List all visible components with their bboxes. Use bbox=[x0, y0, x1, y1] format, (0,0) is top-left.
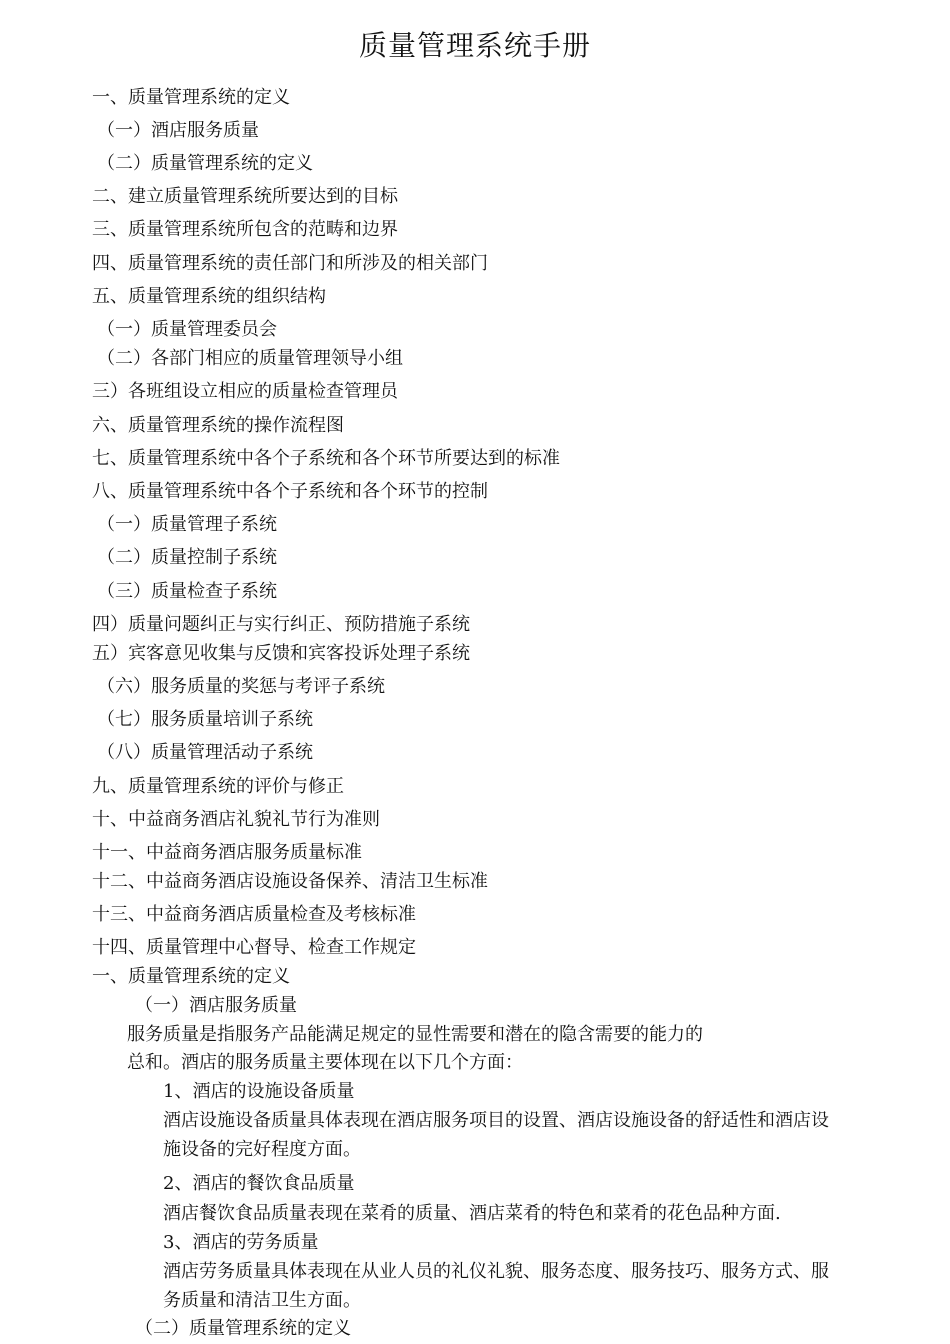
paragraph-line: 酒店设施设备质量具体表现在酒店服务项目的设置、酒店设施设备的舒适性和酒店设 bbox=[163, 1110, 829, 1131]
toc-item: （一）酒店服务质量 bbox=[97, 120, 259, 141]
toc-item: （一）质量管理子系统 bbox=[97, 514, 277, 535]
paragraph-line: 施设备的完好程度方面。 bbox=[163, 1139, 361, 1160]
item-heading: 3、酒店的劳务质量 bbox=[163, 1232, 319, 1253]
toc-item: 八、质量管理系统中各个子系统和各个环节的控制 bbox=[92, 481, 488, 502]
toc-item: 十二、中益商务酒店设施设备保养、清洁卫生标准 bbox=[92, 871, 488, 892]
toc-item: 五）宾客意见收集与反馈和宾客投诉处理子系统 bbox=[92, 643, 470, 664]
item-heading: 1、酒店的设施设备质量 bbox=[163, 1081, 355, 1102]
toc-item: （二）各部门相应的质量管理领导小组 bbox=[97, 348, 403, 369]
toc-item: （二）质量控制子系统 bbox=[97, 547, 277, 568]
paragraph-line: 酒店餐饮食品质量表现在菜肴的质量、酒店菜肴的特色和菜肴的花色品种方面. bbox=[163, 1203, 781, 1224]
toc-item: 十、中益商务酒店礼貌礼节行为准则 bbox=[92, 809, 380, 830]
toc-item: 五、质量管理系统的组织结构 bbox=[92, 286, 326, 307]
paragraph-line: 酒店劳务质量具体表现在从业人员的礼仪礼貌、服务态度、服务技巧、服务方式、服 bbox=[163, 1261, 829, 1282]
toc-item: 七、质量管理系统中各个子系统和各个环节所要达到的标准 bbox=[92, 448, 560, 469]
toc-item: 三）各班组设立相应的质量检查管理员 bbox=[92, 381, 398, 402]
toc-item: 十一、中益商务酒店服务质量标准 bbox=[92, 842, 362, 863]
toc-item: 三、质量管理系统所包含的范畴和边界 bbox=[92, 219, 398, 240]
toc-item: 四、质量管理系统的责任部门和所涉及的相关部门 bbox=[92, 253, 488, 274]
paragraph-line: 总和。酒店的服务质量主要体现在以下几个方面： bbox=[127, 1052, 523, 1073]
toc-item: （一）质量管理委员会 bbox=[97, 319, 277, 340]
toc-item: 六、质量管理系统的操作流程图 bbox=[92, 415, 344, 436]
toc-item: （六）服务质量的奖惩与考评子系统 bbox=[97, 676, 385, 697]
page-title: 质量管理系统手册 bbox=[358, 29, 591, 62]
toc-item: 二、建立质量管理系统所要达到的目标 bbox=[92, 186, 398, 207]
toc-item: 十三、中益商务酒店质量检查及考核标准 bbox=[92, 904, 416, 925]
toc-item: （二）质量管理系统的定义 bbox=[97, 153, 313, 174]
toc-item: 四）质量问题纠正与实行纠正、预防措施子系统 bbox=[92, 614, 470, 635]
item-heading: 2、酒店的餐饮食品质量 bbox=[163, 1173, 355, 1194]
toc-item: （八）质量管理活动子系统 bbox=[97, 742, 313, 763]
toc-item: （七）服务质量培训子系统 bbox=[97, 709, 313, 730]
section-heading: 一、质量管理系统的定义 bbox=[92, 966, 290, 987]
toc-item: （三）质量检查子系统 bbox=[97, 581, 277, 602]
subsection-heading: （二）质量管理系统的定义 bbox=[135, 1318, 351, 1339]
paragraph-line: 服务质量是指服务产品能满足规定的显性需要和潜在的隐含需要的能力的 bbox=[127, 1024, 703, 1045]
toc-item: 十四、质量管理中心督导、检查工作规定 bbox=[92, 937, 416, 958]
toc-item: 九、质量管理系统的评价与修正 bbox=[92, 776, 344, 797]
subsection-heading: （一）酒店服务质量 bbox=[135, 995, 297, 1016]
toc-item: 一、质量管理系统的定义 bbox=[92, 87, 290, 108]
paragraph-line: 务质量和清洁卫生方面。 bbox=[163, 1290, 361, 1311]
